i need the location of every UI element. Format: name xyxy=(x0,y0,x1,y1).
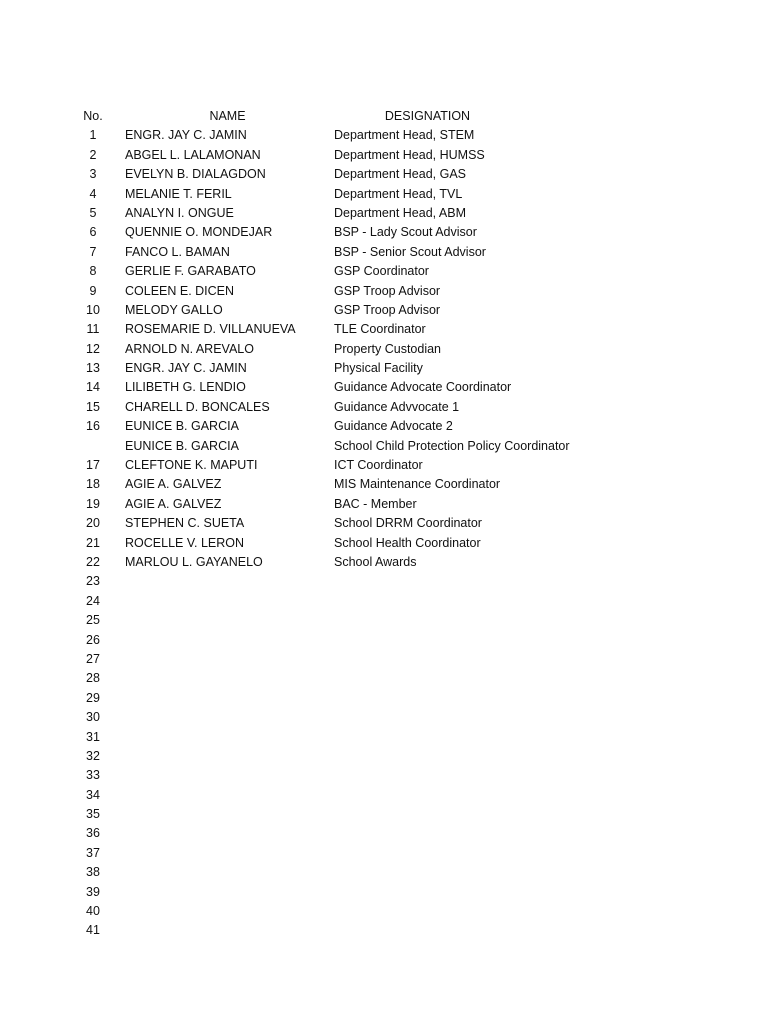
table-row xyxy=(0,262,768,281)
table-row xyxy=(0,437,768,456)
row-name: COLEEN E. DICEN xyxy=(125,283,235,298)
table-body xyxy=(0,126,768,940)
row-number: 31 xyxy=(86,729,100,744)
table-row xyxy=(0,417,768,436)
table-row xyxy=(0,805,768,824)
row-number: 9 xyxy=(89,283,97,298)
row-number: 17 xyxy=(86,458,100,473)
table-row xyxy=(0,456,768,475)
row-name: ROSEMARIE D. VILLANUEVA xyxy=(125,322,296,337)
row-number: 29 xyxy=(86,690,100,705)
row-number: 22 xyxy=(86,554,100,569)
header-no: No. xyxy=(83,109,103,123)
row-name: ARNOLD N. AREVALO xyxy=(125,341,254,356)
row-name: AGIE A. GALVEZ xyxy=(125,496,222,511)
table-row xyxy=(0,126,768,145)
table-row xyxy=(0,592,768,611)
row-designation: GSP Troop Advisor xyxy=(334,283,441,298)
table-row xyxy=(0,282,768,301)
row-name: EUNICE B. GARCIA xyxy=(125,419,239,434)
row-number: 21 xyxy=(86,535,100,550)
row-number: 5 xyxy=(89,205,97,220)
table-row xyxy=(0,475,768,494)
row-name: MARLOU L. GAYANELO xyxy=(125,554,263,569)
header-designation: DESIGNATION xyxy=(384,109,471,123)
row-number: 30 xyxy=(86,710,100,725)
row-number: 35 xyxy=(86,807,100,822)
table-row xyxy=(0,146,768,165)
row-designation: Department Head, TVL xyxy=(334,186,463,201)
row-name: ROCELLE V. LERON xyxy=(125,535,245,550)
table-row xyxy=(0,514,768,533)
row-name: STEPHEN C. SUETA xyxy=(125,516,245,531)
row-name: ABGEL L. LALAMONAN xyxy=(125,147,261,162)
row-number: 11 xyxy=(86,322,100,337)
row-designation: TLE Coordinator xyxy=(334,322,426,337)
row-designation: Guidance Advocate 2 xyxy=(334,419,453,434)
row-name: MELANIE T. FERIL xyxy=(125,186,232,201)
row-designation: School Awards xyxy=(334,554,417,569)
table-row xyxy=(0,689,768,708)
table-row xyxy=(0,378,768,397)
table-row xyxy=(0,572,768,591)
table-row xyxy=(0,824,768,843)
row-number: 23 xyxy=(86,574,100,589)
header-name: NAME xyxy=(209,109,246,123)
table-row xyxy=(0,320,768,339)
table-row xyxy=(0,921,768,940)
table-row xyxy=(0,747,768,766)
table-row xyxy=(0,728,768,747)
table-row xyxy=(0,359,768,378)
row-name: ANALYN I. ONGUE xyxy=(125,205,234,220)
row-designation: Department Head, STEM xyxy=(334,128,475,143)
table-row xyxy=(0,243,768,262)
row-designation: School DRRM Coordinator xyxy=(334,516,482,531)
row-number: 25 xyxy=(86,613,100,628)
table-row xyxy=(0,650,768,669)
row-designation: MIS Maintenance Coordinator xyxy=(334,477,501,492)
table-row xyxy=(0,223,768,242)
table-row xyxy=(0,708,768,727)
row-number: 1 xyxy=(89,128,97,143)
row-number: 10 xyxy=(86,302,100,317)
row-number: 24 xyxy=(86,593,100,608)
row-name: QUENNIE O. MONDEJAR xyxy=(125,225,273,240)
table-row xyxy=(0,495,768,514)
row-name: MELODY GALLO xyxy=(125,302,223,317)
row-number: 13 xyxy=(86,361,100,376)
row-name: EUNICE B. GARCIA xyxy=(125,438,239,453)
row-number: 20 xyxy=(86,516,100,531)
row-designation: Property Custodian xyxy=(334,341,442,356)
row-designation: ICT Coordinator xyxy=(334,458,423,473)
row-designation: Physical Facility xyxy=(334,361,423,376)
row-name: CHARELL D. BONCALES xyxy=(125,399,270,414)
row-number: 7 xyxy=(89,244,97,259)
row-number: 19 xyxy=(86,496,100,511)
row-designation: Department Head, HUMSS xyxy=(334,147,485,162)
row-name: ENGR. JAY C. JAMIN xyxy=(125,361,247,376)
row-name: LILIBETH G. LENDIO xyxy=(125,380,246,395)
row-designation: Department Head, ABM xyxy=(334,205,467,220)
row-name: FANCO L. BAMAN xyxy=(125,244,230,259)
row-number: 37 xyxy=(86,845,100,860)
row-number: 8 xyxy=(89,264,97,279)
row-designation: GSP Coordinator xyxy=(334,264,429,279)
row-designation: BAC - Member xyxy=(334,496,417,511)
table-row xyxy=(0,669,768,688)
row-designation: BSP - Lady Scout Advisor xyxy=(334,225,477,240)
row-number: 41 xyxy=(86,923,100,938)
row-designation: Guidance Advocate Coordinator xyxy=(334,380,512,395)
table-row xyxy=(0,185,768,204)
table-row xyxy=(0,553,768,572)
table-row xyxy=(0,534,768,553)
table-row xyxy=(0,631,768,650)
table-row xyxy=(0,863,768,882)
table-row xyxy=(0,902,768,921)
row-number: 33 xyxy=(86,768,100,783)
row-number: 4 xyxy=(89,186,97,201)
row-number: 15 xyxy=(86,399,100,414)
table-row xyxy=(0,766,768,785)
row-number: 28 xyxy=(86,671,100,686)
row-number: 36 xyxy=(86,826,100,841)
row-name: AGIE A. GALVEZ xyxy=(125,477,222,492)
row-name: EVELYN B. DIALAGDON xyxy=(125,167,266,182)
row-designation: Guidance Advvocate 1 xyxy=(334,399,460,414)
table-row xyxy=(0,340,768,359)
row-number: 40 xyxy=(86,904,100,919)
table-row xyxy=(0,883,768,902)
row-number: 12 xyxy=(86,341,100,356)
table-row xyxy=(0,301,768,320)
table-row xyxy=(0,204,768,223)
row-number: 34 xyxy=(86,787,100,802)
row-designation: School Health Coordinator xyxy=(334,535,481,550)
row-name: ENGR. JAY C. JAMIN xyxy=(125,128,247,143)
roster-table xyxy=(0,107,768,941)
row-designation: BSP - Senior Scout Advisor xyxy=(334,244,486,259)
row-designation: Department Head, GAS xyxy=(334,167,467,182)
table-row xyxy=(0,611,768,630)
table-row xyxy=(0,844,768,863)
table-row xyxy=(0,398,768,417)
row-number: 27 xyxy=(86,651,100,666)
row-name: GERLIE F. GARABATO xyxy=(125,264,256,279)
table-row xyxy=(0,165,768,184)
row-designation: School Child Protection Policy Coordinator xyxy=(334,438,570,453)
row-number: 16 xyxy=(86,419,100,434)
row-designation: GSP Troop Advisor xyxy=(334,302,441,317)
row-number: 6 xyxy=(89,225,97,240)
row-number: 14 xyxy=(86,380,100,395)
row-number: 38 xyxy=(86,865,100,880)
row-number: 26 xyxy=(86,632,100,647)
row-number: 3 xyxy=(89,167,97,182)
table-header-row xyxy=(0,107,768,126)
row-name: CLEFTONE K. MAPUTI xyxy=(125,458,258,473)
row-number: 2 xyxy=(89,147,97,162)
row-number: 32 xyxy=(86,748,100,763)
row-number: 18 xyxy=(86,477,100,492)
row-number: 39 xyxy=(86,884,100,899)
table-row xyxy=(0,786,768,805)
